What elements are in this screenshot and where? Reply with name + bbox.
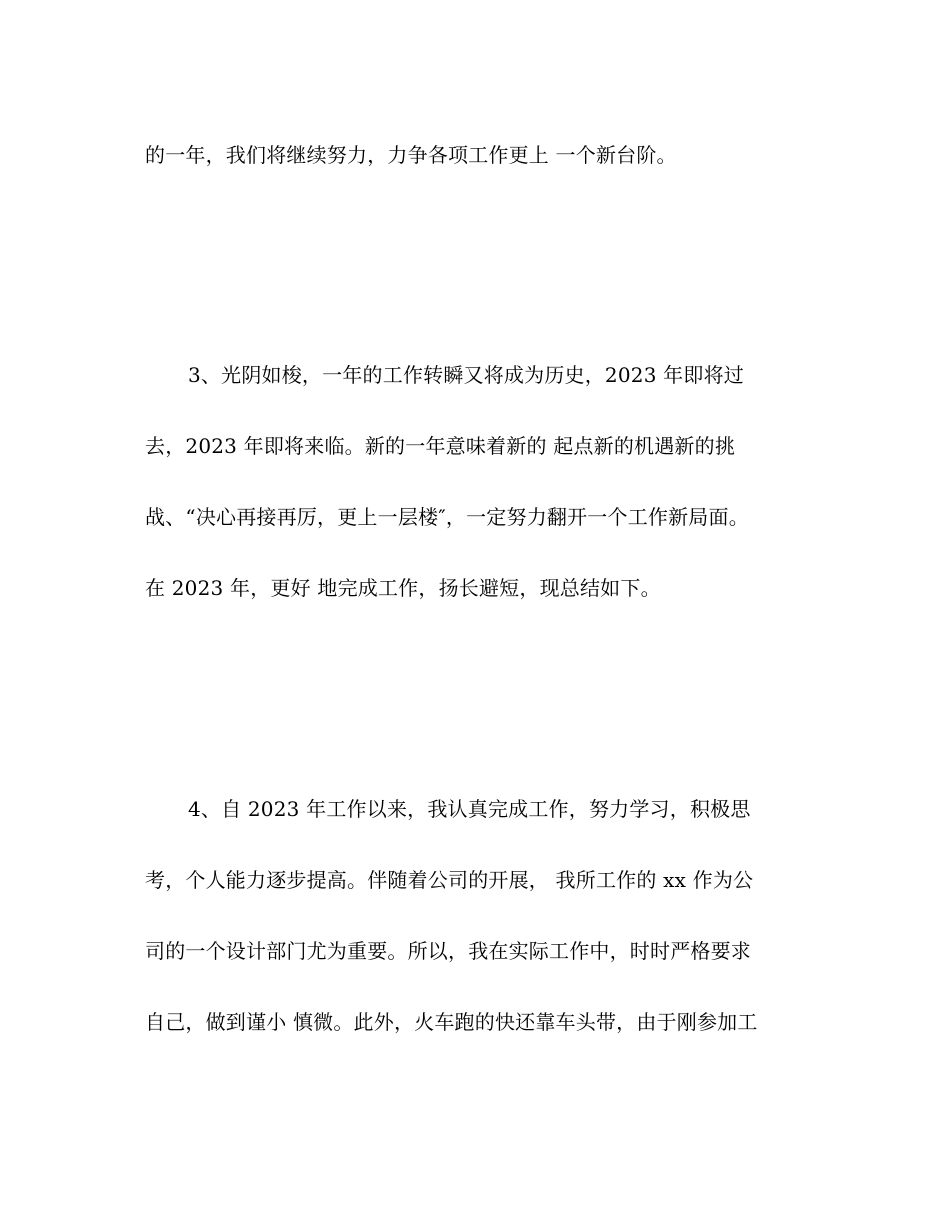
paragraph-4-line-2: 考，个人能力逐步提高。伴随着公司的开展， 我所工作的 xx 作为公: [145, 868, 754, 892]
paragraph-3-line-1: 3、光阴如梭，一年的工作转瞬又将成为历史，2023 年即将过: [188, 363, 744, 387]
paragraph-2-line-end: 的一年，我们将继续努力，力争各项工作更上 一个新台阶。: [145, 143, 677, 167]
paragraph-3-line-3: 战、“决心再接再厉，更上一层楼″，一定努力翻开一个工作新局面。: [145, 505, 749, 529]
paragraph-3-line-2: 去，2023 年即将来临。新的一年意味着新的 起点新的机遇新的挑: [145, 434, 736, 458]
paragraph-4-line-3: 司的一个设计部门尤为重要。所以，我在实际工作中，时时严格要求: [145, 939, 751, 963]
paragraph-4-line-4: 自己，做到谨小 慎微。此外，火车跑的快还靠车头带，由于刚参加工: [145, 1010, 758, 1034]
paragraph-3-line-4: 在 2023 年，更好 地完成工作，扬长避短，现总结如下。: [145, 576, 661, 600]
paragraph-4-line-1: 4、自 2023 年工作以来，我认真完成工作，努力学习，积极思: [188, 797, 751, 821]
